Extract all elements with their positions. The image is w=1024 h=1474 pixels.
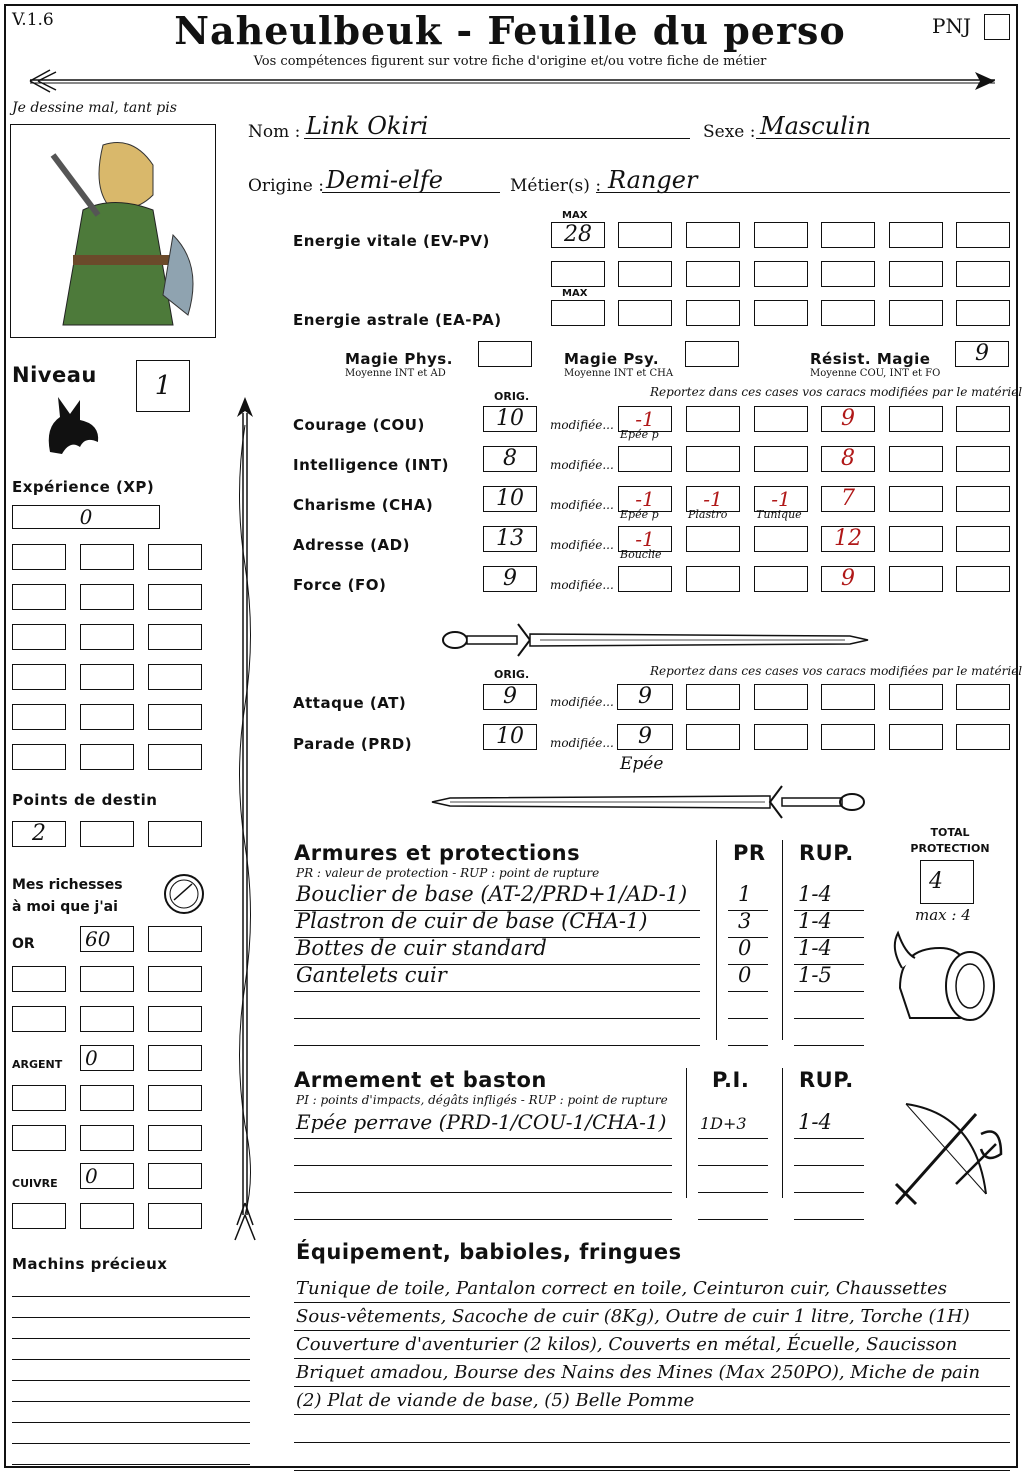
weapon-line <box>294 1192 672 1193</box>
parade-extra-box[interactable] <box>754 724 808 750</box>
attaque-extra-box[interactable] <box>821 684 875 710</box>
weapons-rup-header: RUP. <box>799 1068 854 1092</box>
machins-line[interactable] <box>12 1338 250 1339</box>
origine-line <box>322 192 500 193</box>
attaque-modified-label: modifiée... <box>550 695 614 709</box>
stat-mod-box[interactable] <box>754 406 808 432</box>
parade-extra-box[interactable] <box>686 724 740 750</box>
nom-line <box>304 138 690 139</box>
ev-box[interactable] <box>551 261 605 287</box>
ev-max-label: MAX <box>562 210 588 221</box>
stat-total-box[interactable]: 7 <box>821 486 875 512</box>
cuivre-extra-box[interactable] <box>80 1203 134 1229</box>
parade-extra-box[interactable] <box>821 724 875 750</box>
armor-line <box>294 991 700 992</box>
metier-line <box>596 192 1010 193</box>
equipment-line <box>294 1386 1010 1387</box>
weapons-pi-header: P.I. <box>712 1068 750 1092</box>
total-protection-max: max : 4 <box>915 906 971 924</box>
stat-mod-note: Tunique <box>756 508 802 521</box>
dragon-icon <box>40 392 106 462</box>
portrait-frame <box>10 124 216 338</box>
top-arrow-ornament <box>10 66 1014 96</box>
ev-box[interactable] <box>618 261 672 287</box>
version-label: V.1.6 <box>12 10 54 30</box>
xp-label: Expérience (XP) <box>12 478 155 496</box>
weapon-pi-line <box>698 1165 768 1166</box>
machins-line[interactable] <box>12 1359 250 1360</box>
cuivre-box-2[interactable] <box>148 1163 202 1189</box>
armor-pr-line <box>728 991 768 992</box>
stat-mod-box[interactable] <box>754 446 808 472</box>
attaque-extra-box[interactable] <box>754 684 808 710</box>
cuivre-extra-box[interactable] <box>12 1203 66 1229</box>
ea-box[interactable] <box>889 300 943 326</box>
xp-box[interactable] <box>148 544 202 570</box>
armor-rup[interactable]: 1-5 <box>798 963 832 987</box>
cuivre-extra-box[interactable] <box>148 1203 202 1229</box>
parade-mod-box[interactable]: 9 <box>617 724 673 750</box>
armor-pr-header: PR <box>733 841 766 865</box>
ea-max-box[interactable] <box>551 300 605 326</box>
weapons-col-divider-2 <box>782 1068 783 1198</box>
stat-label: Intelligence (INT) <box>293 456 449 474</box>
combat-note: Epée <box>620 754 664 774</box>
stat-mod-box[interactable]: -1 <box>686 486 740 512</box>
origine-label: Origine : <box>248 176 324 196</box>
sexe-value[interactable]: Masculin <box>760 112 871 140</box>
ev-box[interactable] <box>754 222 808 248</box>
weapons-note: PI : points d'impacts, dégâts infligés - RUP : point de rupture <box>296 1093 668 1107</box>
helmet-shield-icon <box>890 928 1000 1028</box>
stat-mod-note: Bouclie <box>620 548 662 561</box>
vertical-arrow-ornament <box>232 395 258 1245</box>
armor-rup[interactable]: 1-4 <box>798 936 832 960</box>
armor-rup[interactable]: 1-4 <box>798 909 832 933</box>
parade-extra-box[interactable] <box>889 724 943 750</box>
metier-label: Métier(s) : <box>510 176 602 196</box>
xp-box[interactable] <box>148 744 202 770</box>
sexe-line <box>756 138 1010 139</box>
weapon-rup[interactable]: 1-4 <box>798 1110 832 1134</box>
richesses-label-2: à moi que j'ai <box>12 899 118 915</box>
destin-label: Points de destin <box>12 791 158 809</box>
stats-orig-label: ORIG. <box>494 390 530 403</box>
stat-mod-note: Epée p <box>620 508 659 521</box>
niveau-label: Niveau <box>12 363 97 387</box>
page-subtitle: Vos compétences figurent sur votre fiche d'origine et/ou votre fiche de métier <box>253 54 767 69</box>
argent-extra-box[interactable] <box>12 1125 66 1151</box>
stat-mod-box[interactable]: -1 <box>618 406 672 432</box>
ea-box[interactable] <box>686 300 740 326</box>
cuivre-label: CUIVRE <box>12 1177 58 1190</box>
or-label: OR <box>12 936 35 952</box>
equipment-line <box>294 1330 1010 1331</box>
parade-modified-label: modifiée... <box>550 736 614 750</box>
weapon-name[interactable]: Epée perrave (PRD-1/COU-1/CHA-1) <box>296 1110 667 1134</box>
xp-box[interactable] <box>80 704 134 730</box>
ev-box[interactable] <box>821 222 875 248</box>
ev-box[interactable] <box>686 261 740 287</box>
nom-value[interactable]: Link Okiri <box>306 112 429 140</box>
stat-mod-box[interactable] <box>686 526 740 552</box>
stat-label: Charisme (CHA) <box>293 496 434 514</box>
xp-box[interactable] <box>12 744 66 770</box>
stat-mod-box[interactable] <box>618 566 672 592</box>
argent-extra-box[interactable] <box>148 1085 202 1111</box>
attaque-extra-box[interactable] <box>956 684 1010 710</box>
ea-max-label: MAX <box>562 288 588 299</box>
stat-extra-box[interactable] <box>956 526 1010 552</box>
armor-pr-line <box>728 1018 768 1019</box>
armor-title: Armures et protections <box>294 841 581 865</box>
weapon-pi-line <box>698 1192 768 1193</box>
weapons-col-divider-1 <box>686 1068 687 1198</box>
weapon-line <box>294 1165 672 1166</box>
cuivre-box[interactable]: 0 <box>80 1163 134 1189</box>
combat-orig-label: ORIG. <box>494 668 530 681</box>
weapons-title: Armement et baston <box>294 1068 547 1092</box>
ev-box[interactable] <box>686 222 740 248</box>
weapon-rup-line <box>794 1192 864 1193</box>
ea-label: Energie astrale (EA-PA) <box>293 311 502 329</box>
stat-extra-box[interactable] <box>956 446 1010 472</box>
armor-pr[interactable]: 0 <box>738 963 752 987</box>
stat-extra-box[interactable] <box>889 406 943 432</box>
ev-box[interactable] <box>956 222 1010 248</box>
argent-extra-box[interactable] <box>80 1085 134 1111</box>
stat-extra-box[interactable] <box>956 406 1010 432</box>
nom-label: Nom : <box>248 122 301 142</box>
xp-box[interactable] <box>148 584 202 610</box>
armor-name[interactable]: Plastron de cuir de base (CHA-1) <box>296 909 648 933</box>
machins-line[interactable] <box>12 1317 250 1318</box>
armor-name[interactable]: Gantelets cuir <box>296 963 447 987</box>
armor-pr[interactable]: 0 <box>738 936 752 960</box>
total-protection-box[interactable]: 4 <box>920 860 974 904</box>
stat-mod-note: Plastro <box>688 508 728 521</box>
machins-line[interactable] <box>12 1464 250 1465</box>
weapon-pi[interactable]: 1D+3 <box>700 1114 747 1133</box>
weapon-rup-line <box>794 1165 864 1166</box>
armor-line <box>294 1018 700 1019</box>
stat-mod-box[interactable]: -1 <box>618 526 672 552</box>
equipment-title: Équipement, babioles, fringues <box>296 1240 682 1264</box>
stat-mod-note: Epée p <box>620 428 659 441</box>
stat-extra-box[interactable] <box>889 566 943 592</box>
xp-box[interactable] <box>12 624 66 650</box>
destin-box-2[interactable] <box>80 821 134 847</box>
stat-label: Adresse (AD) <box>293 536 410 554</box>
or-box-2[interactable] <box>148 926 202 952</box>
stat-mod-box[interactable] <box>686 566 740 592</box>
weapon-line <box>294 1219 672 1220</box>
ev-box[interactable] <box>618 222 672 248</box>
machins-label: Machins précieux <box>12 1255 168 1273</box>
xp-box[interactable] <box>148 624 202 650</box>
coin-icon <box>162 872 206 916</box>
equipment-text[interactable]: Briquet amadou, Bourse des Nains des Mines (Max 250PO), Miche de pain <box>296 1362 981 1383</box>
argent-extra-box[interactable] <box>80 1125 134 1151</box>
ev-box[interactable] <box>889 261 943 287</box>
weapons-icon <box>886 1094 1006 1214</box>
weapon-pi-line <box>698 1219 768 1220</box>
stat-mod-box[interactable] <box>754 566 808 592</box>
attaque-extra-box[interactable] <box>889 684 943 710</box>
stat-extra-box[interactable] <box>889 526 943 552</box>
ea-box[interactable] <box>754 300 808 326</box>
combat-report-note: Reportez dans ces cases vos caracs modifiées par le matériel <box>650 664 1023 678</box>
stat-orig-box[interactable]: 13 <box>483 526 537 552</box>
destin-box-3[interactable] <box>148 821 202 847</box>
stat-mod-box[interactable]: -1 <box>754 486 808 512</box>
sword-ornament-bottom <box>430 780 870 824</box>
argent-box-2[interactable] <box>148 1045 202 1071</box>
or-extra-box[interactable] <box>148 1006 202 1032</box>
parade-extra-box[interactable] <box>956 724 1010 750</box>
portrait-caption: Je dessine mal, tant pis <box>12 100 177 116</box>
argent-label: ARGENT <box>12 1058 63 1071</box>
resist-magie-label: Résist. Magie <box>810 350 931 368</box>
or-extra-box[interactable] <box>148 966 202 992</box>
niveau-box[interactable]: 1 <box>136 360 190 412</box>
stat-orig-box[interactable]: 10 <box>483 486 537 512</box>
total-protection-label-1: TOTAL <box>930 826 970 839</box>
stat-mod-box[interactable] <box>686 406 740 432</box>
magie-psy-box[interactable] <box>685 341 739 367</box>
metier-value[interactable]: Ranger <box>608 166 698 194</box>
armor-rup-line <box>794 1018 864 1019</box>
armor-name[interactable]: Bouclier de base (AT-2/PRD+1/AD-1) <box>296 882 688 906</box>
magie-phys-note: Moyenne INT et AD <box>345 368 446 379</box>
stat-extra-box[interactable] <box>889 486 943 512</box>
ea-box[interactable] <box>956 300 1010 326</box>
stat-total-box[interactable]: 9 <box>821 406 875 432</box>
armor-rup-header: RUP. <box>799 841 854 865</box>
or-extra-box[interactable] <box>12 966 66 992</box>
stat-orig-box[interactable]: 10 <box>483 406 537 432</box>
resist-magie-note: Moyenne COU, INT et FO <box>810 368 941 379</box>
xp-box[interactable] <box>12 664 66 690</box>
xp-box[interactable] <box>80 624 134 650</box>
pnj-label: PNJ <box>932 14 971 38</box>
ev-box[interactable] <box>956 261 1010 287</box>
total-protection-label-2: PROTECTION <box>910 842 990 855</box>
stat-modified-label: modifiée... <box>550 538 614 552</box>
ev-max-box[interactable]: 28 <box>551 222 605 248</box>
machins-line[interactable] <box>12 1401 250 1402</box>
equipment-text[interactable]: Tunique de toile, Pantalon correct en toile, Ceinturon cuir, Chaussettes <box>296 1278 948 1299</box>
xp-box[interactable] <box>12 584 66 610</box>
weapon-line <box>294 1138 672 1139</box>
stat-mod-box[interactable] <box>754 526 808 552</box>
stat-extra-box[interactable] <box>889 446 943 472</box>
ev-box[interactable] <box>754 261 808 287</box>
stat-extra-box[interactable] <box>956 486 1010 512</box>
equipment-text[interactable]: (2) Plat de viande de base, (5) Belle Pomme <box>296 1390 695 1411</box>
armor-line <box>294 1045 700 1046</box>
stat-label: Courage (COU) <box>293 416 425 434</box>
stat-mod-box[interactable]: -1 <box>618 486 672 512</box>
machins-line[interactable] <box>12 1422 250 1423</box>
argent-extra-box[interactable] <box>12 1085 66 1111</box>
xp-box[interactable] <box>80 664 134 690</box>
character-portrait-image <box>13 125 213 333</box>
origine-value[interactable]: Demi-elfe <box>326 166 443 194</box>
magie-phys-label: Magie Phys. <box>345 350 453 368</box>
attaque-orig-box[interactable]: 9 <box>483 684 537 710</box>
stat-mod-box[interactable] <box>686 446 740 472</box>
armor-rup-line <box>794 991 864 992</box>
pnj-checkbox[interactable] <box>984 14 1010 40</box>
xp-box[interactable] <box>12 704 66 730</box>
argent-box[interactable]: 0 <box>80 1045 134 1071</box>
stat-extra-box[interactable] <box>956 566 1010 592</box>
machins-line[interactable] <box>12 1380 250 1381</box>
stat-orig-box[interactable]: 9 <box>483 566 537 592</box>
argent-extra-box[interactable] <box>148 1125 202 1151</box>
armor-name[interactable]: Bottes de cuir standard <box>296 936 547 960</box>
attaque-label: Attaque (AT) <box>293 694 407 712</box>
magie-psy-note: Moyenne INT et CHA <box>564 368 674 379</box>
equipment-text[interactable]: Sous-vêtements, Sacoche de cuir (8Kg), Outre de cuir 1 litre, Torche (1H) <box>296 1306 970 1327</box>
xp-box[interactable]: 0 <box>12 505 160 529</box>
stat-modified-label: modifiée... <box>550 498 614 512</box>
or-extra-box[interactable] <box>12 1006 66 1032</box>
weapon-rup-line <box>794 1138 864 1139</box>
armor-pr[interactable]: 3 <box>738 909 752 933</box>
attaque-extra-box[interactable] <box>686 684 740 710</box>
armor-rup[interactable]: 1-4 <box>798 882 832 906</box>
equipment-line <box>294 1302 1010 1303</box>
stat-orig-box[interactable]: 8 <box>483 446 537 472</box>
xp-box[interactable] <box>148 704 202 730</box>
xp-box[interactable] <box>80 584 134 610</box>
stat-modified-label: modifiée... <box>550 578 614 592</box>
richesses-label-1: Mes richesses <box>12 877 123 893</box>
or-extra-box[interactable] <box>80 966 134 992</box>
machins-line[interactable] <box>12 1296 250 1297</box>
ea-box[interactable] <box>618 300 672 326</box>
equipment-line <box>294 1442 1010 1443</box>
stat-modified-label: modifiée... <box>550 458 614 472</box>
stat-total-box[interactable]: 8 <box>821 446 875 472</box>
machins-line[interactable] <box>12 1443 250 1444</box>
resist-magie-box[interactable]: 9 <box>955 341 1009 367</box>
ev-box[interactable] <box>821 261 875 287</box>
sexe-label: Sexe : <box>703 122 756 142</box>
or-extra-box[interactable] <box>80 1006 134 1032</box>
page-title: Naheulbeuk - Feuille du perso <box>174 8 846 53</box>
armor-col-divider-1 <box>716 840 717 1040</box>
or-box[interactable]: 60 <box>80 926 134 952</box>
parade-orig-box[interactable]: 10 <box>483 724 537 750</box>
ea-box[interactable] <box>821 300 875 326</box>
equipment-line <box>294 1414 1010 1415</box>
magie-phys-box[interactable] <box>478 341 532 367</box>
armor-note: PR : valeur de protection - RUP : point de rupture <box>296 866 600 880</box>
xp-box[interactable] <box>80 544 134 570</box>
stat-total-box[interactable]: 12 <box>821 526 875 552</box>
ev-label: Energie vitale (EV-PV) <box>293 232 490 250</box>
armor-col-divider-2 <box>782 840 783 1040</box>
ev-box[interactable] <box>889 222 943 248</box>
equipment-line <box>294 1358 1010 1359</box>
parade-label: Parade (PRD) <box>293 735 413 753</box>
xp-box[interactable] <box>148 664 202 690</box>
xp-box[interactable] <box>80 744 134 770</box>
armor-rup-line <box>794 1045 864 1046</box>
sword-ornament-top <box>430 618 870 662</box>
weapon-pi-line <box>698 1138 768 1139</box>
stat-modified-label: modifiée... <box>550 418 614 432</box>
magie-psy-label: Magie Psy. <box>564 350 660 368</box>
stat-total-box[interactable]: 9 <box>821 566 875 592</box>
stat-mod-box[interactable] <box>618 446 672 472</box>
attaque-mod-box[interactable]: 9 <box>617 684 673 710</box>
stats-report-note: Reportez dans ces cases vos caracs modifiées par le matériel <box>650 385 1023 399</box>
stat-label: Force (FO) <box>293 576 387 594</box>
armor-pr[interactable]: 1 <box>738 882 752 906</box>
xp-box[interactable] <box>12 544 66 570</box>
equipment-line <box>294 1470 1010 1471</box>
equipment-text[interactable]: Couverture d'aventurier (2 kilos), Couverts en métal, Écuelle, Saucisson <box>296 1334 958 1355</box>
weapon-rup-line <box>794 1219 864 1220</box>
armor-pr-line <box>728 1045 768 1046</box>
destin-box-1[interactable]: 2 <box>12 821 66 847</box>
